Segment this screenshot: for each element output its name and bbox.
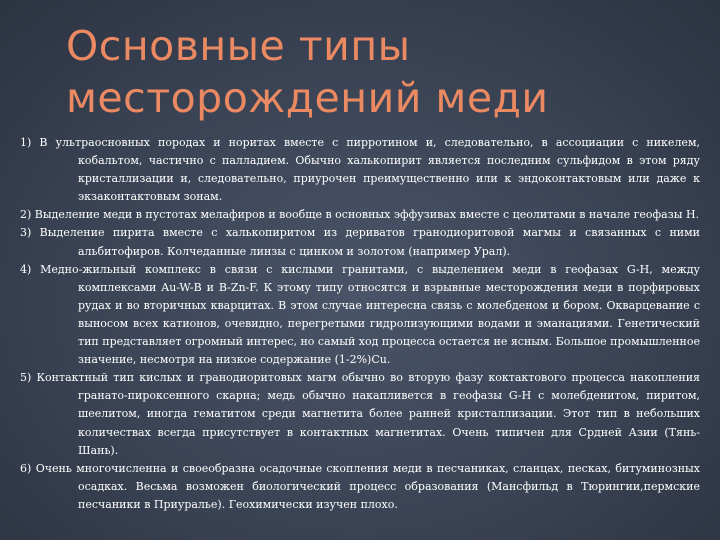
slide-body	[14, 134, 700, 514]
list-item-1: 1) В ультраосновных породах и норитах вместе с пирротином и, следовательно, в ассоциации с никелем, кобальтом, частично с палладием. Обычно халькопирит является последним сульфидом в этом ряду кристаллизации и, следовательно, приурочен преимущественно или к эндоконтактовым или даже к экзаконтактовым зонам.	[20, 136, 700, 204]
list-item-3: 3) Выделение пирита вместе с халькопиритом из дериватов гранодиоритовой магмы и связанных с ними альбитофиров. Колчеданные линзы с цинком и золотом (например Урал).	[20, 226, 700, 258]
list-item-6: 6) Очень многочисленна и своеобразна осадочные скопления меди в песчаниках, сланцах, песках, битуминозных осадках. Весьма возможен биологический процесс образования (Мансфильд в Тюрингии,пермские песчаники в Приуралье). Геохимически изучен плохо.	[20, 461, 700, 511]
title-line-2: месторождений меди	[66, 74, 549, 122]
slide-title	[66, 20, 686, 124]
list-item-5: 5) Контактный тип кислых и гранодиоритовых магм обычно во вторую фазу коктактового процесса накопления гранато-пироксенного скарна; медь обычно накапливется в геофазы G-H с молебденитом, пиритом, шеелитом, иногда гематитом среди магнетита более ранней кристаллизации. Этот тип в небольших количествах всегда присутствует в контактных магнетитах. Очень типичен для Срдней Азии (Тянь-Шань).	[20, 371, 700, 457]
list-item-2: 2) Выделение меди в пустотах мелафиров и вообще в основных эффузивах вместе с цеолитами в начале геофазы Н.	[20, 208, 700, 222]
title-line-1: Основные типы	[66, 22, 411, 70]
list-item-4: 4) Медно-жильный комплекс в связи с кислыми гранитами, с выделением меди в геофазах G-H, между комплексами Au-W-B и B-Zn-F. К этому типу относятся и взрывные месторождения меди в порфировых рудах и во вторичных кварцитах. В этом случае интересна связь с молебденом и бором. Окварцевание с выносом всех катионов, очевидно, перегретыми гидролизующими водами и эманациями. Генетический тип представляет огромный интерес, но самый ход процесса остается не ясным. Большое промышленное значение, несмотря на низкое содержание (1-2%)Cu.	[20, 262, 700, 367]
